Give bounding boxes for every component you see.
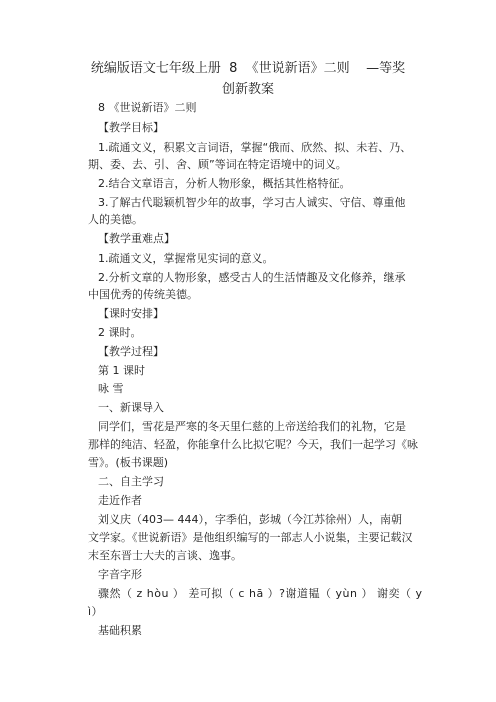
lesson-label: 第 1 课时 (98, 364, 145, 377)
paragraph-line: 2.分析文章的人物形象，感受古人的生活情趣及文化修养，继承 (98, 271, 406, 284)
paragraph-line: 那样的纯洁、轻盈，你能拿什么比拟它呢？今天，我们一起学习《咏 (88, 438, 418, 451)
heading-process: 【教学过程】 (98, 345, 164, 358)
subheading: 字音字形 (98, 568, 142, 581)
paragraph-line: 雪》。(板书课题) (88, 456, 169, 469)
title-line-1: 统编版语文七年级上册 8 《世说新语》二则 —等奖 (90, 61, 406, 76)
paragraph-line: ì） (88, 605, 104, 618)
paragraph-line: 2 课时。 (98, 326, 142, 339)
subheading: 基础积累 (98, 624, 142, 637)
paragraph-line: 同学们，雪花是严寒的冬天里仁慈的上帝送给我们的礼物，它是 (98, 420, 406, 433)
paragraph-line: 中国优秀的传统美德。 (88, 288, 198, 301)
heading-objectives: 【教学目标】 (98, 121, 164, 134)
paragraph-line: 末至东晋士大夫的言谈、逸事。 (88, 549, 242, 562)
paragraph-line: 3.了解古代聪颖机智少年的故事，学习古人诚实、守信、尊重他 (98, 196, 406, 209)
paragraph-line: 1.疏通文义，掌握常见实词的意义。 (98, 252, 274, 265)
lesson-title: 咏 雪 (98, 382, 124, 395)
heading-key-points: 【教学重难点】 (98, 232, 175, 245)
paragraph-line: 骤然（ z hòu ） 差可拟（ c hā ）?谢道韫（ yùn ） 谢奕（ y (98, 587, 423, 600)
paragraph-line: 人的美德。 (88, 213, 143, 226)
paragraph-line: 1.疏通文义，积累文言词语，掌握“俄而、欣然、拟、未若、乃、 (98, 141, 412, 154)
subheading: 走近作者 (98, 494, 142, 507)
title-line-2: 创新教案 (221, 82, 274, 97)
paragraph-line: 刘义庆（403— 444），字季伯，彭城（今江苏徐州）人，南朝 (98, 513, 402, 526)
subheading: 二、自主学习 (98, 475, 164, 488)
subheading: 一、新课导入 (98, 401, 164, 414)
heading-schedule: 【课时安排】 (98, 307, 164, 320)
paragraph-line: 文学家。《世说新语》是他组织编写的一部志人小说集，主要记载汉 (88, 531, 413, 544)
paragraph-line: 期、委、去、引、舍、顾”等词在特定语境中的词义。 (88, 158, 347, 171)
paragraph-line: 2.结合文章语言，分析人物形象，概括其性格特征。 (98, 177, 351, 190)
document-title (60, 58, 436, 100)
section-title: 8 《世说新语》二则 (98, 101, 197, 114)
